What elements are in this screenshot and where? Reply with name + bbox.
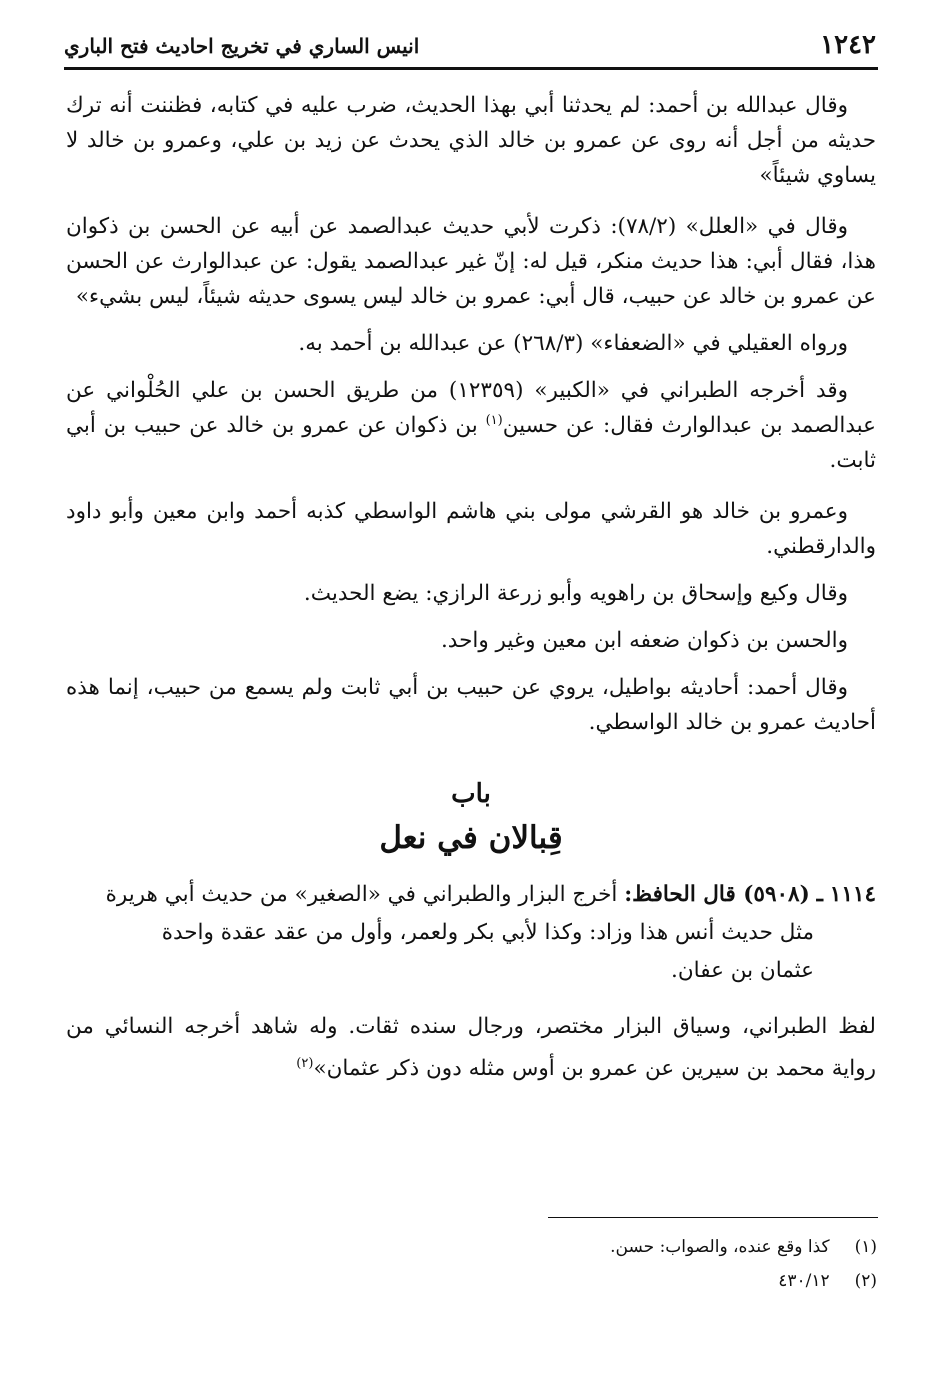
page-number: ١٢٤٢ xyxy=(820,30,876,60)
entry-reference: (٥٩٠٨) قال الحافظ: xyxy=(624,882,810,907)
book-title: انيس الساري في تخريج احاديث فتح الباري xyxy=(64,34,420,58)
paragraph-waki: وقال وكيع وإسحاق بن راهويه وأبو زرعة الرازي: يضع الحديث. xyxy=(303,581,848,606)
footnote-number: (٢) xyxy=(854,1271,877,1291)
paragraph-commentary xyxy=(66,1006,876,1090)
commentary-text: لفظ الطبراني، وسياق البزار مختصر، ورجال سنده ثقات. وله شاهد أخرجه النسائي من رواية محمد بن سيرين عن عمرو بن أوس مثله دون ذكر عثمان» xyxy=(66,1014,876,1081)
footnote-number: (١) xyxy=(854,1237,877,1257)
chapter-title: قِبالان في نعل xyxy=(379,820,563,856)
paragraph-abdullah-quote: وقال عبدالله بن أحمد: لم يحدثنا أبي بهذا الحديث، ضرب عليه في كتابه، فظننت أنه ترك حديثه من أجل أنه روى عن عمرو بن خالد الذي يحدث عن زيد بن علي، وعمرو بن خالد لا يساوي شيئاً» xyxy=(66,93,876,188)
footnote-2 xyxy=(277,1264,877,1298)
hadith-entry xyxy=(66,876,876,990)
entry-line-1: أخرج البزار والطبراني في «الصغير» من حديث أبي هريرة xyxy=(105,882,618,907)
footnote-separator xyxy=(548,1217,878,1218)
paragraph-hasan-dhakwan: والحسن بن ذكوان ضعفه ابن معين وغير واحد. xyxy=(440,628,848,653)
chapter-keyword: باب xyxy=(451,779,491,809)
page-body xyxy=(66,88,876,1090)
paragraph-uqayli: ورواه العقيلي في «الضعفاء» (٢٦٨/٣) عن عبدالله بن أحمد به. xyxy=(298,331,848,356)
paragraph-tabarani-text-a: وقد أخرجه الطبراني في «الكبير» (١٢٣٥٩) من طريق الحسن بن علي الحُلْواني عن عبدالصمد بن عبدالوارث فقال: عن حسين xyxy=(66,378,876,438)
header-rule xyxy=(64,67,878,70)
entry-line-3: عثمان بن عفان. xyxy=(671,958,814,983)
footnote-text: كذا وقع عنده، والصواب: حسن. xyxy=(610,1237,830,1257)
running-header xyxy=(64,26,876,68)
footnote-ref-1: (١) xyxy=(485,412,503,428)
paragraph-tabarani-text-b: بن ذكوان عن عمرو بن خالد عن حبيب بن أبي ثابت. xyxy=(66,413,876,473)
entry-first-line xyxy=(66,876,876,914)
footnotes xyxy=(277,1230,877,1298)
entry-line-2: مثل حديث أنس هذا وزاد: وكذا لأبي بكر ولعمر، وأول من عقد عقدة واحدة xyxy=(161,920,814,945)
paragraph-ilal-quote: وقال في «العلل» (٧٨/٢): ذكرت لأبي حديث عبدالصمد عن أبيه عن الحسن بن ذكوان هذا، فقال أبي: هذا حديث منكر، قيل له: إنّ غير عبدالصمد يقول: عن عبدالوارث عن الحسن عن عمرو بن خالد عن حبيب، قال أبي: عمرو بن خالد ليس يسوى حديثه شيئاً، ليس بشيء» xyxy=(66,214,876,309)
footnote-1 xyxy=(277,1230,877,1264)
paragraph-tabarani xyxy=(66,373,876,478)
paragraph-ahmad: وقال أحمد: أحاديثه بواطيل، يروي عن حبيب بن أبي ثابت ولم يسمع من حبيب، إنما هذه أحاديث عمرو بن خالد الواسطي. xyxy=(66,675,876,735)
footnote-ref-2: (٢) xyxy=(296,1055,314,1071)
paragraph-amr-bin-khalid: وعمرو بن خالد هو القرشي مولى بني هاشم الواسطي كذبه أحمد وابن معين وأبو داود والدارقطني. xyxy=(66,499,876,559)
entry-dash: ـ xyxy=(816,882,823,907)
entry-number: ١١١٤ xyxy=(829,882,876,907)
footnote-text: ٤٣٠/١٢ xyxy=(778,1271,830,1291)
